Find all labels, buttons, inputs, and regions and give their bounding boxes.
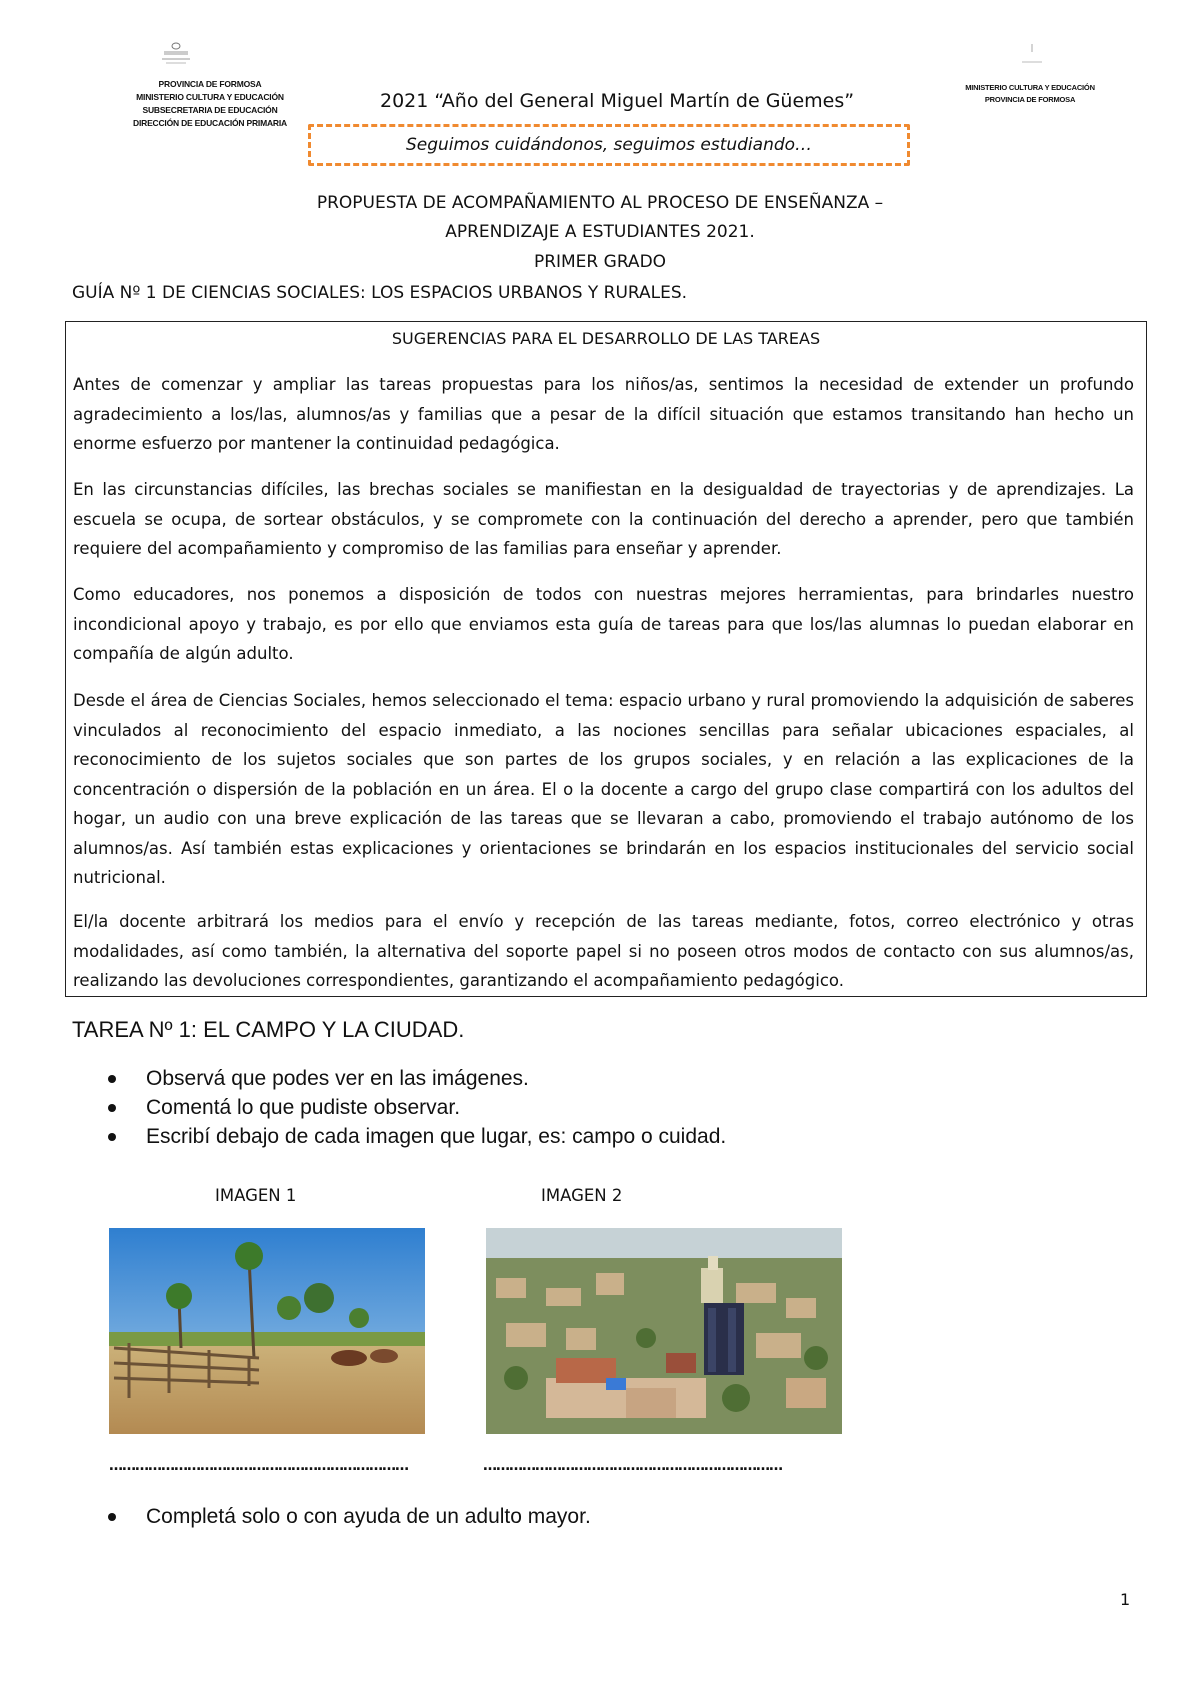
- ministry-crest-icon: [1014, 42, 1050, 68]
- bullet-icon: [108, 1104, 116, 1112]
- instruction-text: Completá solo o con ayuda de un adulto mayor.: [146, 1505, 591, 1528]
- institution-line: PROVINCIA DE FORMOSA: [158, 79, 262, 89]
- city-photo: [486, 1228, 842, 1434]
- proposal-title-line1: PROPUESTA DE ACOMPAÑAMIENTO AL PROCESO DE ENSEÑANZA –: [316, 193, 884, 213]
- right-institution-header: [960, 82, 1100, 106]
- list-item: [108, 1502, 591, 1531]
- institution-line: MINISTERIO CULTURA Y EDUCACIÓN: [136, 92, 284, 102]
- suggestions-title: SUGERENCIAS PARA EL DESARROLLO DE LAS TAREAS: [391, 329, 821, 348]
- institution-line: DIRECCIÓN DE EDUCACIÓN PRIMARIA: [133, 118, 287, 128]
- left-institution-header: [110, 78, 310, 130]
- proposal-title-line2: APRENDIZAJE A ESTUDIANTES 2021.: [445, 222, 755, 242]
- bullet-icon: [108, 1513, 116, 1521]
- task-instructions: [108, 1064, 726, 1151]
- suggestion-paragraph: El/la docente arbitrará los medios para el envío y recepción de las tareas mediante, fotos, correo electrónico y otras modalidades, así como también, la alternativa del soporte papel si no poseen otros modos de contacto con sus alumnos/as, realizando las devoluciones correspondientes, garantizando el acompañamiento pedagógico.: [73, 912, 1134, 990]
- grade-title: PRIMER GRADO: [533, 252, 667, 272]
- image1-label: IMAGEN 1: [215, 1186, 297, 1205]
- guide-title: GUÍA Nº 1 DE CIENCIAS SOCIALES: LOS ESPACIOS URBANOS Y RURALES.: [72, 283, 688, 303]
- provincial-crest-icon: [158, 40, 194, 66]
- institution-line: PROVINCIA DE FORMOSA: [984, 95, 1076, 104]
- institution-line: SUBSECRETARIA DE EDUCACIÓN: [142, 105, 278, 115]
- countryside-photo: [109, 1228, 425, 1434]
- answer-line-image1[interactable]: ……………………………………………………………: [109, 1458, 408, 1474]
- year-motto: 2021 “Año del General Miguel Martín de Güemes”: [380, 90, 855, 112]
- suggestion-paragraph: Desde el área de Ciencias Sociales, hemos seleccionado el tema: espacio urbano y rural promoviendo la adquisición de saberes vinculados al reconocimiento del espacio inmediato, a las nociones sencillas para señalar ubicaciones espaciales, al reconocimiento de los sujetos sociales que son partes de los grupos sociales, y en relación a las explicaciones de la concentración o dispersión de la población en un área. El o la docente a cargo del grupo clase compartirá con los adultos del hogar, un audio con una breve explicación de las tareas que se llevaran a cabo, promoviendo el trabajo autónomo de los alumnos/as. Así también estas explicaciones y orientaciones se brindarán en los espacios institucionales del servicio social nutricional.: [73, 691, 1134, 887]
- list-item: [108, 1122, 726, 1151]
- institution-line: MINISTERIO CULTURA Y EDUCACIÓN: [965, 83, 1095, 92]
- suggestion-paragraph: Como educadores, nos ponemos a disposición de todos con nuestras mejores herramientas, para brindarles nuestro incondicional apoyo y trabajo, es por ello que enviamos esta guía de tareas para que los/las alumnas lo puedan elaborar en compañía de algún adulto.: [73, 585, 1134, 663]
- instruction-text: Escribí debajo de cada imagen que lugar, es: campo o cuidad.: [146, 1125, 727, 1148]
- suggestion-paragraph: En las circunstancias difíciles, las brechas sociales se manifiestan en la desigualdad de trayectorias y de aprendizajes. La escuela se ocupa, de sortear obstáculos, y se compromete con la continuación del derecho a aprender, pero que también requiere del acompañamiento y compromiso de las familias para enseñar y aprender.: [73, 480, 1134, 558]
- image2-label: IMAGEN 2: [541, 1186, 623, 1205]
- list-item: [108, 1093, 726, 1122]
- list-item: [108, 1064, 726, 1093]
- final-instruction: [108, 1502, 591, 1531]
- task-title: TAREA Nº 1: EL CAMPO Y LA CIUDAD.: [72, 1017, 465, 1042]
- page-number: 1: [1120, 1590, 1131, 1609]
- motto-text: Seguimos cuidándonos, seguimos estudiando…: [405, 135, 813, 155]
- bullet-icon: [108, 1133, 116, 1141]
- answer-line-image2[interactable]: ……………………………………………………………: [483, 1458, 782, 1474]
- instruction-text: Observá que podes ver en las imágenes.: [146, 1067, 529, 1090]
- instruction-text: Comentá lo que pudiste observar.: [146, 1096, 461, 1119]
- suggestion-paragraph: Antes de comenzar y ampliar las tareas propuestas para los niños/as, sentimos la necesidad de extender un profundo agradecimiento a los/las, alumnos/as y familias que a pesar de la difícil situación que estamos transitando han hecho un enorme esfuerzo por mantener la continuidad pedagógica.: [73, 375, 1134, 453]
- bullet-icon: [108, 1075, 116, 1083]
